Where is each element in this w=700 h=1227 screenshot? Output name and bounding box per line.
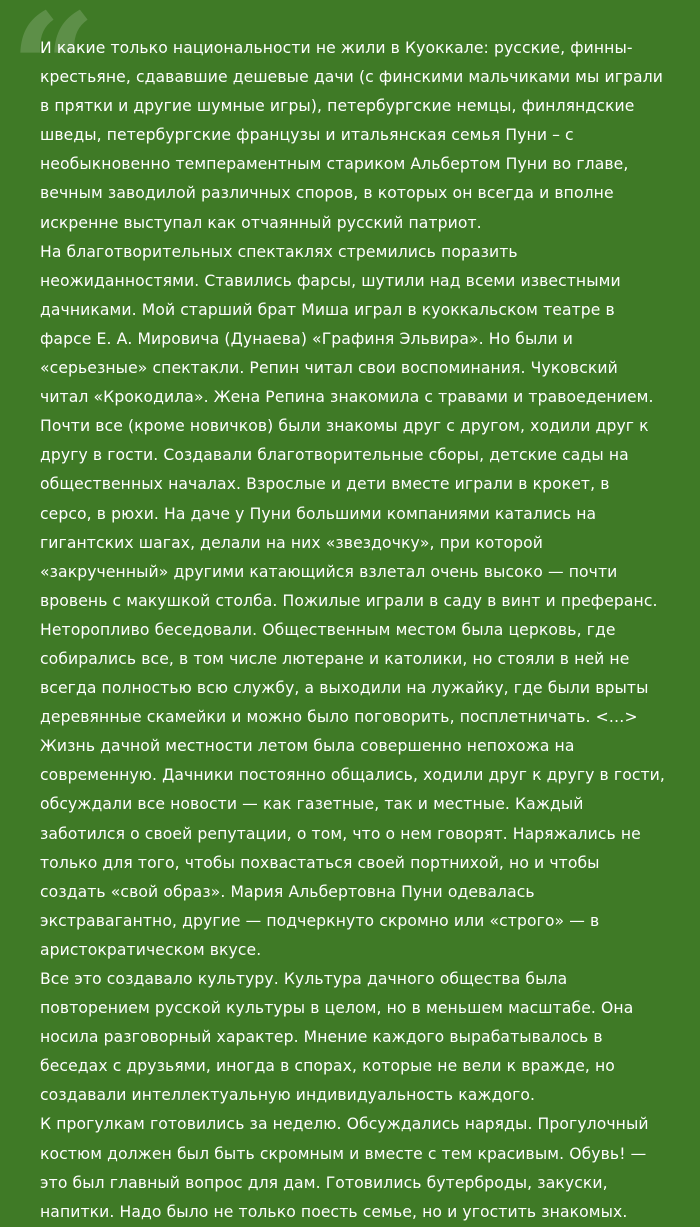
quote-mark-icon: “ (10, 0, 97, 157)
quote-text-block (40, 34, 665, 1227)
quote-paragraph: Все это создавало культуру. Культура дачного общества была повторением русской культуры в целом, но в меньшем масштабе. Она носила разговорный характер. Мнение каждого вырабатывалось в беседах с друзьями, иногда в спорах, которые не вели к вражде, но создавали интеллектуальную индивидуальность каждого. (40, 970, 634, 1105)
quote-paragraph: Жизнь дачной местности летом была совершенно непохожа на современную. Дачники постоянно общались, ходили друг к другу в гости, обсуждали все новости — как газетные, так и местные. Каждый заботился о своей репутации, о том, что о нем говорят. Наряжались не только для того, чтобы похвастаться своей портнихой, но и чтобы создать «свой образ». Мария Альбертовна Пуни одевалась экстравагантно, другие — подчеркнуто скромно или «строго» — в аристократическом вкусе. (40, 737, 665, 959)
quote-paragraph: И какие только национальности не жили в Куоккале: русские, финны-крестьяне, сдававшие дешевые дачи (с финскими мальчиками мы играли в прятки и другие шумные игры), петербургские немцы, финляндские шведы, петербургские французы и итальянская семья Пуни – с необыкновенно темпераментным стариком Альбертом Пуни во главе, вечным заводилой различных споров, в которых он всегда и вполне искренне выступал как отчаянный русский патриот. (40, 39, 664, 232)
quote-paragraph: К прогулкам готовились за неделю. Обсуждались наряды. Прогулочный костюм должен был быть скромным и вместе с тем красивым. Обувь! — это был главный вопрос для дам. Готовились бутерброды, закуски, напитки. Надо было не только поесть семье, но и угостить знакомых. (40, 1115, 649, 1221)
quote-paragraph: Почти все (кроме новичков) были знакомы друг с другом, ходили друг к другу в гости. Создавали благотворительные сборы, детские сады на общественных началах. Взрослые и дети вместе играли в крокет, в серсо, в рюхи. На даче у Пуни большими компаниями катались на гигантских шагах, делали на них «звездочку», при которой «закрученный» другими катающийся взлетал очень высоко — почти вровень с макушкой столба. Пожилые играли в саду в винт и преферанс. Неторопливо беседовали. Общественным местом была церковь, где собирались все, в том числе лютеране и католики, но стояли в ней не всегда полностью всю службу, а выходили на лужайку, где были врыты деревянные скамейки и можно было поговорить, посплетничать. <…> (40, 417, 658, 727)
quote-paragraph: На благотворительных спектаклях стремились поразить неожиданностями. Ставились фарсы, шутили над всеми известными дачниками. Мой старший брат Миша играл в куоккальском театре в фарсе Е. А. Мировича (Дунаева) «Графиня Эльвира». Но были и «серьезные» спектакли. Репин читал свои воспоминания. Чуковский читал «Крокодила». Жена Репина знакомила с травами и травоедением. (40, 242, 654, 407)
